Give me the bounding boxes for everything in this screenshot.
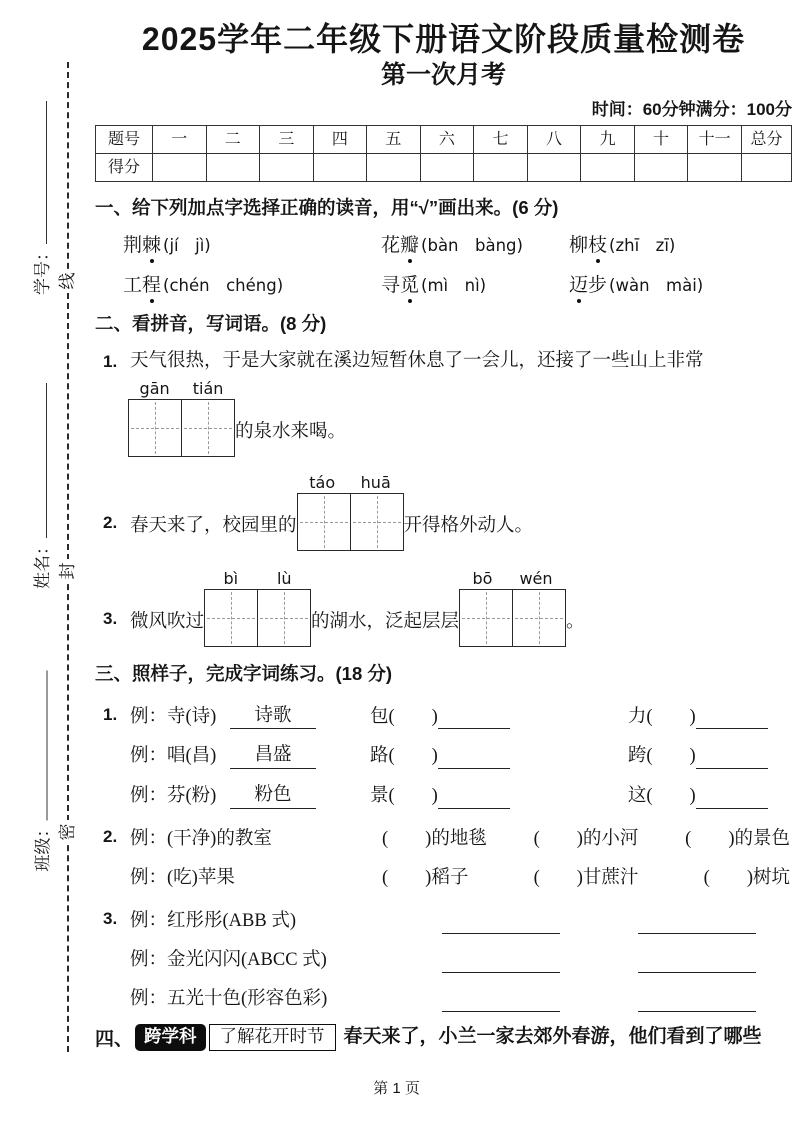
phrase-fill-row [95, 866, 792, 891]
seal-char-line: 线 [56, 269, 80, 293]
word-derivation-row [95, 783, 792, 809]
example-answer: 诗歌 [230, 704, 316, 730]
tianzige-cell[interactable] [512, 590, 565, 646]
exam-content [95, 20, 792, 1051]
score-header-cell: 七 [474, 126, 528, 154]
example-answer: 昌盛 [230, 743, 316, 769]
word-pre: 寻 [381, 274, 401, 296]
score-cell[interactable] [313, 154, 367, 182]
answer-blank[interactable] [638, 989, 756, 1012]
section-4-text: 春天来了，小兰一家去郊外春游，他们看到了哪些 [343, 1026, 762, 1048]
answer-blank[interactable] [442, 911, 560, 934]
pattern-word-row [95, 905, 792, 934]
answer-blank[interactable] [696, 746, 768, 769]
pinyin-label [204, 569, 311, 589]
name-blank[interactable] [33, 383, 47, 538]
question-text: 开得格外动人。 [403, 515, 534, 536]
word-post: 步 [588, 274, 608, 296]
word-pre: 荆 [123, 234, 143, 256]
dotted-char: 枝 [588, 234, 608, 256]
tianzige-cell[interactable] [205, 590, 257, 646]
phrase-prompt[interactable]: ( )树坑 [703, 868, 790, 889]
score-table [95, 125, 792, 182]
tianzige-cell[interactable] [181, 400, 234, 456]
section-4-number: 四、 [95, 1029, 134, 1051]
answer-blank[interactable] [438, 706, 510, 729]
pinyin-syllable: táo [309, 472, 336, 492]
dotted-char: 棘 [142, 234, 162, 256]
question-2-1 [95, 348, 792, 377]
tianzige-cell[interactable] [350, 494, 403, 550]
question-2-3 [95, 569, 792, 647]
score-header-cell: 六 [420, 126, 474, 154]
question-text: 微风吹过 [130, 611, 205, 632]
score-header-cell: 十一 [688, 126, 742, 154]
word-prompt: 景( ) [370, 786, 438, 807]
pinyin-options[interactable]: (chén chéng) [163, 275, 284, 295]
example-label: 例：五光十色(形容色彩) [130, 989, 328, 1010]
score-cell[interactable] [742, 154, 792, 182]
pinyin-syllable: huā [360, 472, 391, 492]
score-cell[interactable] [474, 154, 528, 182]
question-number: 2. [103, 513, 118, 533]
word-prompt: 包( ) [370, 706, 438, 727]
page-title: 2025学年二年级下册语文阶段质量检测卷 [141, 21, 746, 57]
word-prompt: 跨( ) [627, 746, 696, 767]
example-label: 例：寺(诗) [130, 706, 217, 727]
seal-char-secret: 密 [56, 820, 80, 844]
example-answer: 粉色 [230, 783, 316, 809]
cross-discipline-badge: 跨学科 [135, 1024, 206, 1051]
section-2-heading: 二、看拼音，写词语。(8 分) [95, 312, 327, 334]
pinyin-label [459, 569, 566, 589]
score-header-cell: 一 [153, 126, 207, 154]
seal-char-seal: 封 [56, 559, 80, 583]
score-header-cell: 十 [634, 126, 688, 154]
question-text: 春天来了，校园里的 [130, 515, 297, 536]
pinyin-choice-item [123, 230, 381, 257]
answer-blank[interactable] [638, 911, 756, 934]
score-cell[interactable] [367, 154, 421, 182]
phrase-fill-row [95, 823, 792, 852]
pinyin-syllable: wén [519, 568, 553, 588]
name-label: 姓名： [32, 538, 52, 589]
question-number: 3. [103, 909, 118, 929]
tianzige-cell[interactable] [257, 590, 310, 646]
score-header-cell: 总分 [742, 126, 792, 154]
word-pre: 花 [381, 234, 401, 256]
time-info: 时间：60分钟满分：100分 [591, 99, 792, 119]
class-blank[interactable] [34, 671, 48, 821]
score-table-header-row [96, 126, 792, 154]
pinyin-syllable: bì [223, 568, 239, 588]
word-derivation-row [95, 743, 792, 769]
question-number: 1. [103, 704, 118, 724]
seal-dashed-line [67, 62, 69, 1052]
student-id-field [28, 85, 52, 295]
answer-blank[interactable] [438, 746, 510, 769]
score-cell[interactable] [527, 154, 581, 182]
word-pre: 柳 [569, 234, 589, 256]
phrase-prompt[interactable]: ( )的小河 [533, 829, 639, 850]
pinyin-options[interactable]: (jí jì) [163, 235, 211, 255]
section-4-heading [95, 1024, 792, 1051]
score-header-cell: 九 [581, 126, 635, 154]
section-1-items [95, 230, 792, 297]
word-derivation-row [95, 701, 792, 730]
score-cell[interactable] [420, 154, 474, 182]
pinyin-options[interactable]: (zhī zī) [609, 235, 676, 255]
phrase-prompt[interactable]: ( )的地毯 [382, 829, 487, 850]
topic-tag: 了解花开时节 [209, 1024, 336, 1051]
pinyin-syllable: bō [472, 568, 493, 588]
pinyin-syllable: tián [192, 378, 224, 398]
pinyin-writing-box[interactable] [459, 569, 566, 647]
question-number: 1. [103, 351, 118, 371]
score-cell[interactable] [260, 154, 314, 182]
score-table-score-row [96, 154, 792, 182]
question-2-2 [95, 473, 792, 551]
pinyin-writing-box[interactable] [204, 569, 311, 647]
example-label: 例：芬(粉) [130, 786, 217, 807]
pinyin-syllable: lù [276, 568, 292, 588]
question-2-1-boxes [95, 379, 792, 457]
example-label: 例：(吃)苹果 [130, 868, 235, 889]
score-header-cell: 五 [367, 126, 421, 154]
phrase-prompt[interactable]: ( )稻子 [382, 868, 469, 889]
example-label: 例：红彤彤(ABB 式) [130, 911, 296, 932]
pinyin-label [128, 379, 235, 399]
score-cell[interactable] [153, 154, 207, 182]
word-prompt: 这( ) [627, 786, 696, 807]
pinyin-syllable: gān [139, 378, 170, 398]
answer-blank[interactable] [638, 950, 756, 973]
answer-blank[interactable] [442, 950, 560, 973]
score-cell[interactable] [206, 154, 260, 182]
question-text: 天气很热，于是大家就在溪边短暂休息了一会儿，还接了一些山上非常 [130, 350, 704, 371]
section-1-heading: 一、给下列加点字选择正确的读音，用“√”画出来。(6 分) [95, 197, 559, 219]
example-label: 例：金光闪闪(ABCC 式) [130, 950, 327, 971]
pinyin-choice-item [569, 270, 792, 297]
score-header-cell: 四 [313, 126, 367, 154]
exam-subtitle: 第一次月考 [380, 61, 506, 90]
answer-blank[interactable] [696, 706, 768, 729]
phrase-prompt[interactable]: ( )的景色 [685, 829, 790, 850]
answer-blank[interactable] [696, 786, 768, 809]
question-text: 。 [566, 611, 585, 632]
score-cell[interactable] [688, 154, 742, 182]
pinyin-choice-item [569, 230, 792, 257]
example-label: 例：(干净)的教室 [130, 829, 272, 850]
score-header-cell: 题号 [96, 126, 153, 154]
section-3-heading: 三、照样子，完成字词练习。(18 分) [95, 662, 393, 684]
example-label: 例：唱(昌) [130, 746, 217, 767]
score-cell[interactable] [581, 154, 635, 182]
score-row-label: 得分 [96, 154, 153, 182]
answer-blank[interactable] [442, 989, 560, 1012]
student-id-blank[interactable] [33, 101, 47, 244]
question-number: 3. [103, 609, 118, 629]
pattern-word-row [95, 948, 792, 973]
score-header-cell: 八 [527, 126, 581, 154]
dotted-char: 程 [142, 274, 162, 296]
dotted-char: 瓣 [400, 234, 420, 256]
word-pre: 工 [123, 274, 143, 296]
pinyin-choice-item [123, 270, 381, 297]
question-number: 2. [103, 827, 118, 847]
tianzige-cell[interactable] [460, 590, 512, 646]
dotted-char: 觅 [400, 274, 420, 296]
student-id-label: 学号： [32, 244, 52, 295]
dotted-char: 迈 [569, 274, 589, 296]
pinyin-options[interactable]: (wàn mài) [609, 275, 704, 295]
word-prompt: 力( ) [627, 706, 696, 727]
tianzige-cell[interactable] [129, 400, 181, 456]
page-footer: 第 1 页 [373, 1080, 420, 1097]
score-cell[interactable] [634, 154, 688, 182]
name-field [28, 367, 52, 589]
score-header-cell: 二 [206, 126, 260, 154]
tianzige-cell[interactable] [298, 494, 350, 550]
pinyin-writing-box[interactable] [128, 379, 235, 457]
question-text: 的湖水，泛起层层 [311, 611, 460, 632]
class-label: 班级： [33, 820, 52, 872]
phrase-prompt[interactable]: ( )甘蔗汁 [533, 868, 639, 889]
score-header-cell: 三 [260, 126, 314, 154]
pinyin-choice-item [381, 270, 569, 297]
pattern-word-row [95, 987, 792, 1012]
pinyin-writing-box[interactable] [297, 473, 404, 551]
question-text: 的泉水来喝。 [235, 421, 347, 442]
pinyin-options[interactable]: (bàn bàng) [421, 235, 523, 255]
pinyin-options[interactable]: (mì nì) [421, 275, 487, 295]
answer-blank[interactable] [438, 786, 510, 809]
pinyin-label [297, 473, 404, 493]
word-prompt: 路( ) [370, 746, 438, 767]
class-field [29, 655, 53, 872]
pinyin-choice-item [381, 230, 569, 257]
